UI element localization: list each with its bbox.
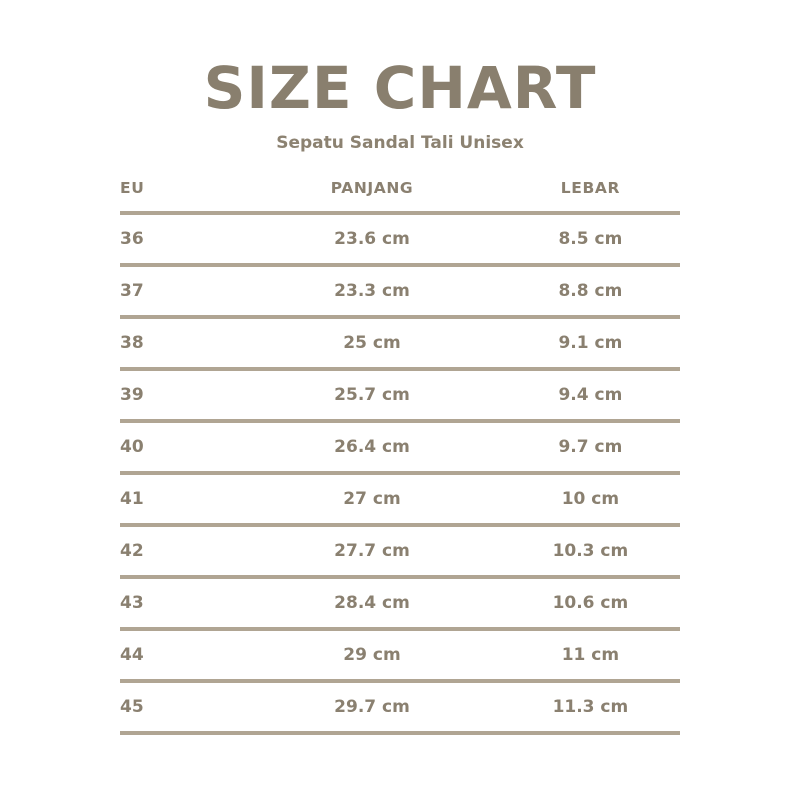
cell-lebar: 9.1 cm (501, 317, 680, 369)
cell-panjang: 27.7 cm (243, 525, 501, 577)
table-row (120, 681, 680, 733)
table-row (120, 577, 680, 629)
cell-lebar: 10 cm (501, 473, 680, 525)
cell-eu: 43 (120, 577, 243, 629)
cell-lebar: 11.3 cm (501, 681, 680, 733)
page-subtitle: Sepatu Sandal Tali Unisex (276, 132, 524, 153)
cell-panjang: 29 cm (243, 629, 501, 681)
cell-panjang: 25.7 cm (243, 369, 501, 421)
cell-lebar: 10.3 cm (501, 525, 680, 577)
table-row (120, 369, 680, 421)
size-table (120, 175, 680, 735)
cell-lebar: 11 cm (501, 629, 680, 681)
cell-panjang: 23.3 cm (243, 265, 501, 317)
column-header-lebar: LEBAR (501, 175, 680, 213)
table-row (120, 317, 680, 369)
cell-panjang: 29.7 cm (243, 681, 501, 733)
cell-eu: 41 (120, 473, 243, 525)
cell-eu: 40 (120, 421, 243, 473)
cell-eu: 44 (120, 629, 243, 681)
cell-panjang: 28.4 cm (243, 577, 501, 629)
table-body (120, 213, 680, 733)
cell-lebar: 8.8 cm (501, 265, 680, 317)
cell-lebar: 9.4 cm (501, 369, 680, 421)
cell-eu: 39 (120, 369, 243, 421)
cell-panjang: 25 cm (243, 317, 501, 369)
cell-eu: 37 (120, 265, 243, 317)
cell-eu: 38 (120, 317, 243, 369)
table-row (120, 213, 680, 265)
table-row (120, 629, 680, 681)
cell-eu: 36 (120, 213, 243, 265)
cell-eu: 45 (120, 681, 243, 733)
table-row (120, 473, 680, 525)
page-title: SIZE CHART (203, 54, 597, 122)
cell-eu: 42 (120, 525, 243, 577)
cell-panjang: 27 cm (243, 473, 501, 525)
table-row (120, 421, 680, 473)
table-header (120, 175, 680, 213)
column-header-panjang: PANJANG (243, 175, 501, 213)
table-row (120, 265, 680, 317)
cell-lebar: 8.5 cm (501, 213, 680, 265)
size-table-container (120, 175, 680, 735)
cell-lebar: 9.7 cm (501, 421, 680, 473)
table-header-row (120, 175, 680, 213)
cell-lebar: 10.6 cm (501, 577, 680, 629)
column-header-eu: EU (120, 175, 243, 213)
cell-panjang: 23.6 cm (243, 213, 501, 265)
cell-panjang: 26.4 cm (243, 421, 501, 473)
table-row (120, 525, 680, 577)
